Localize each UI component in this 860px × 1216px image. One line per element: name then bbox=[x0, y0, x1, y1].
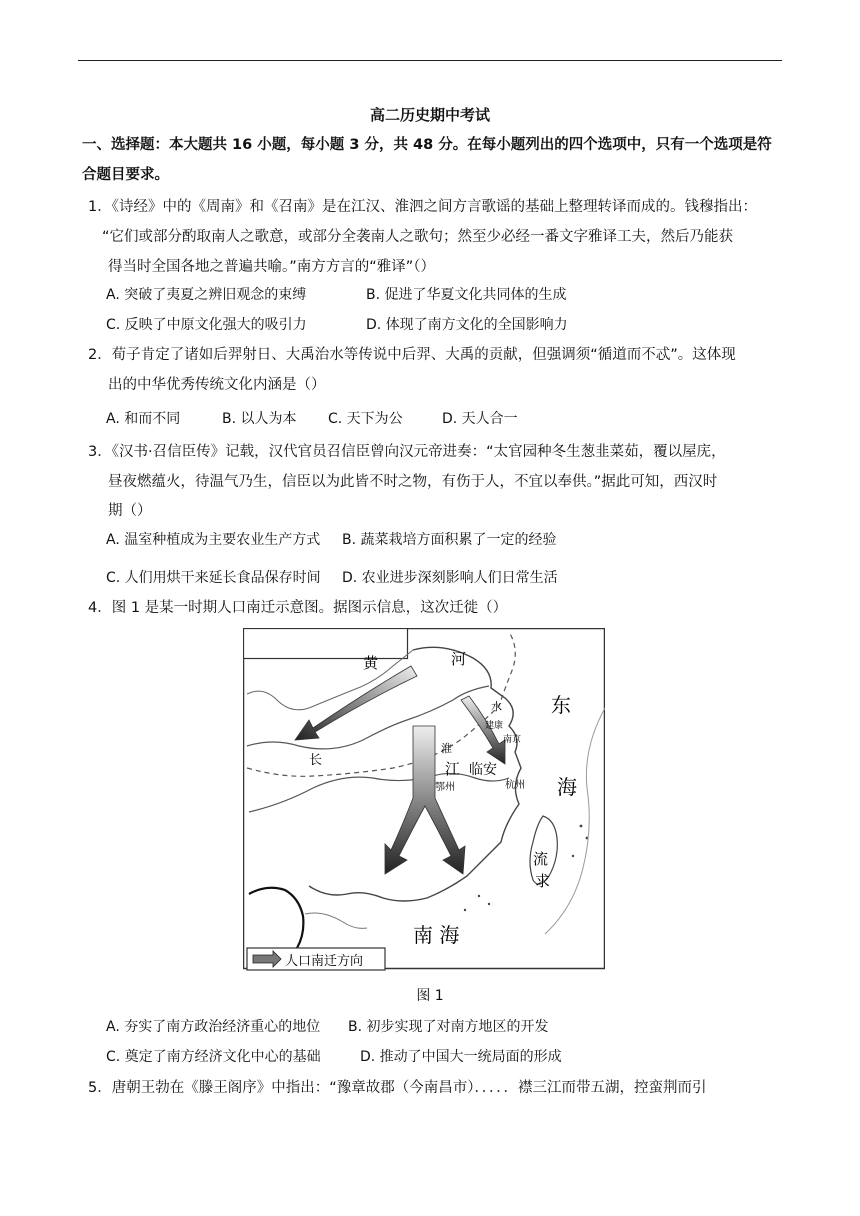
q2-option-b[interactable]: B. 以人为本 bbox=[222, 411, 297, 427]
page-title: 高二历史期中考试 bbox=[369, 106, 490, 124]
map-label-chang: 长 bbox=[309, 753, 323, 768]
q1-line-2: “它们或部分酌取南人之歌意，或部分全袭南人之歌句；然至少必经一番文字雅译工夫，然后乃能获 bbox=[102, 229, 734, 245]
section-heading-line-1: 一、选择题：本大题共 16 小题，每小题 3 分，共 48 分。在每小题列出的四个选项中，只有一个选项是符 bbox=[82, 137, 772, 153]
q1-option-b[interactable]: B. 促进了华夏文化共同体的生成 bbox=[366, 287, 567, 303]
map-label-linan: 临安 bbox=[469, 762, 497, 778]
q1-option-a[interactable]: A. 突破了夷夏之辨旧观念的束缚 bbox=[106, 287, 307, 303]
q1-option-c[interactable]: C. 反映了中原文化强大的吸引力 bbox=[106, 317, 307, 333]
q2-line-2: 出的中华优秀传统文化内涵是（） bbox=[108, 377, 326, 393]
map-label-huang: 黄 bbox=[363, 654, 379, 672]
map-inset-box bbox=[244, 629, 408, 659]
q2-option-d[interactable]: D. 天人合一 bbox=[442, 411, 518, 427]
q3-option-b[interactable]: B. 蔬菜栽培方面积累了一定的经验 bbox=[342, 532, 557, 548]
map-label-dong: 东 bbox=[551, 693, 571, 717]
map-label-ezhou: 鄂州 bbox=[435, 782, 455, 793]
q1-line-3: 得当时全国各地之普遍共喻。”南方方言的“雅译”（） bbox=[108, 259, 436, 275]
q3-line-1: 3．《汉书·召信臣传》记载，汉代官员召信臣曾向汉元帝进奏：“太官园种冬生葱韭菜茹，覆以屋庑， bbox=[88, 444, 726, 460]
map-label-nanhai: 南 海 bbox=[413, 923, 460, 947]
map-label-nanjing: 南京 bbox=[503, 735, 522, 745]
q2-line-1: 2．荀子肯定了诸如后羿射日、大禹治水等传说中后羿、大禹的贡献，但强调须“循道而不忒”。这体现 bbox=[88, 347, 736, 363]
q4-option-a[interactable]: A. 夯实了南方政治经济重心的地位 bbox=[106, 1019, 321, 1035]
q3-option-a[interactable]: A. 温室种植成为主要农业生产方式 bbox=[106, 532, 321, 548]
figure-caption: 图 1 bbox=[416, 988, 444, 1004]
map-label-qiu: 求 bbox=[535, 872, 551, 890]
map-label-huai: 淮 bbox=[441, 742, 452, 755]
section-heading-line-2: 合题目要求。 bbox=[82, 167, 169, 183]
map-label-jiang: 江 bbox=[445, 760, 461, 778]
map-label-he: 河 bbox=[451, 650, 467, 668]
q3-option-d[interactable]: D. 农业进步深刻影响人们日常生活 bbox=[342, 570, 558, 586]
q3-line-3: 期（） bbox=[108, 503, 152, 519]
map-label-shui: 水 bbox=[491, 700, 502, 713]
q1-line-1: 1．《诗经》中的《周南》和《召南》是在江汉、淮泗之间方言歌谣的基础上整理转译而成的。钱穆指出： bbox=[88, 199, 757, 215]
q5-line-1: 5．唐朝王勃在《滕王阁序》中指出：“豫章故郡（今南昌市）．．．．．襟三江而带五湖，控蛮荆而引 bbox=[88, 1080, 707, 1096]
map-label-jiankang: 建康 bbox=[485, 721, 504, 731]
q1-option-d[interactable]: D. 体现了南方文化的全国影响力 bbox=[366, 317, 568, 333]
map-legend-label: 人口南迁方向 bbox=[285, 954, 364, 969]
q4-option-c[interactable]: C. 奠定了南方经济文化中心的基础 bbox=[106, 1049, 321, 1065]
header-rule bbox=[78, 60, 782, 61]
q3-line-2: 昼夜燃蕴火，待温气乃生，信臣以为此皆不时之物，有伤于人，不宜以奉供。”据此可知，西汉时 bbox=[108, 474, 718, 490]
q4-option-b[interactable]: B. 初步实现了对南方地区的开发 bbox=[348, 1019, 549, 1035]
q2-option-a[interactable]: A. 和而不同 bbox=[106, 411, 181, 427]
map-label-hai-east: 海 bbox=[557, 775, 577, 799]
q4-option-d[interactable]: D. 推动了中国大一统局面的形成 bbox=[360, 1049, 562, 1065]
q4-line-1: 4．图 1 是某一时期人口南迁示意图。据图示信息，这次迁徙（） bbox=[88, 600, 508, 616]
q3-option-c[interactable]: C. 人们用烘干来延长食品保存时间 bbox=[106, 570, 321, 586]
map-label-hangzhou: 杭州 bbox=[505, 780, 525, 791]
map-label-liu: 流 bbox=[533, 850, 549, 868]
q2-option-c[interactable]: C. 天下为公 bbox=[328, 411, 403, 427]
migration-map bbox=[243, 628, 605, 973]
